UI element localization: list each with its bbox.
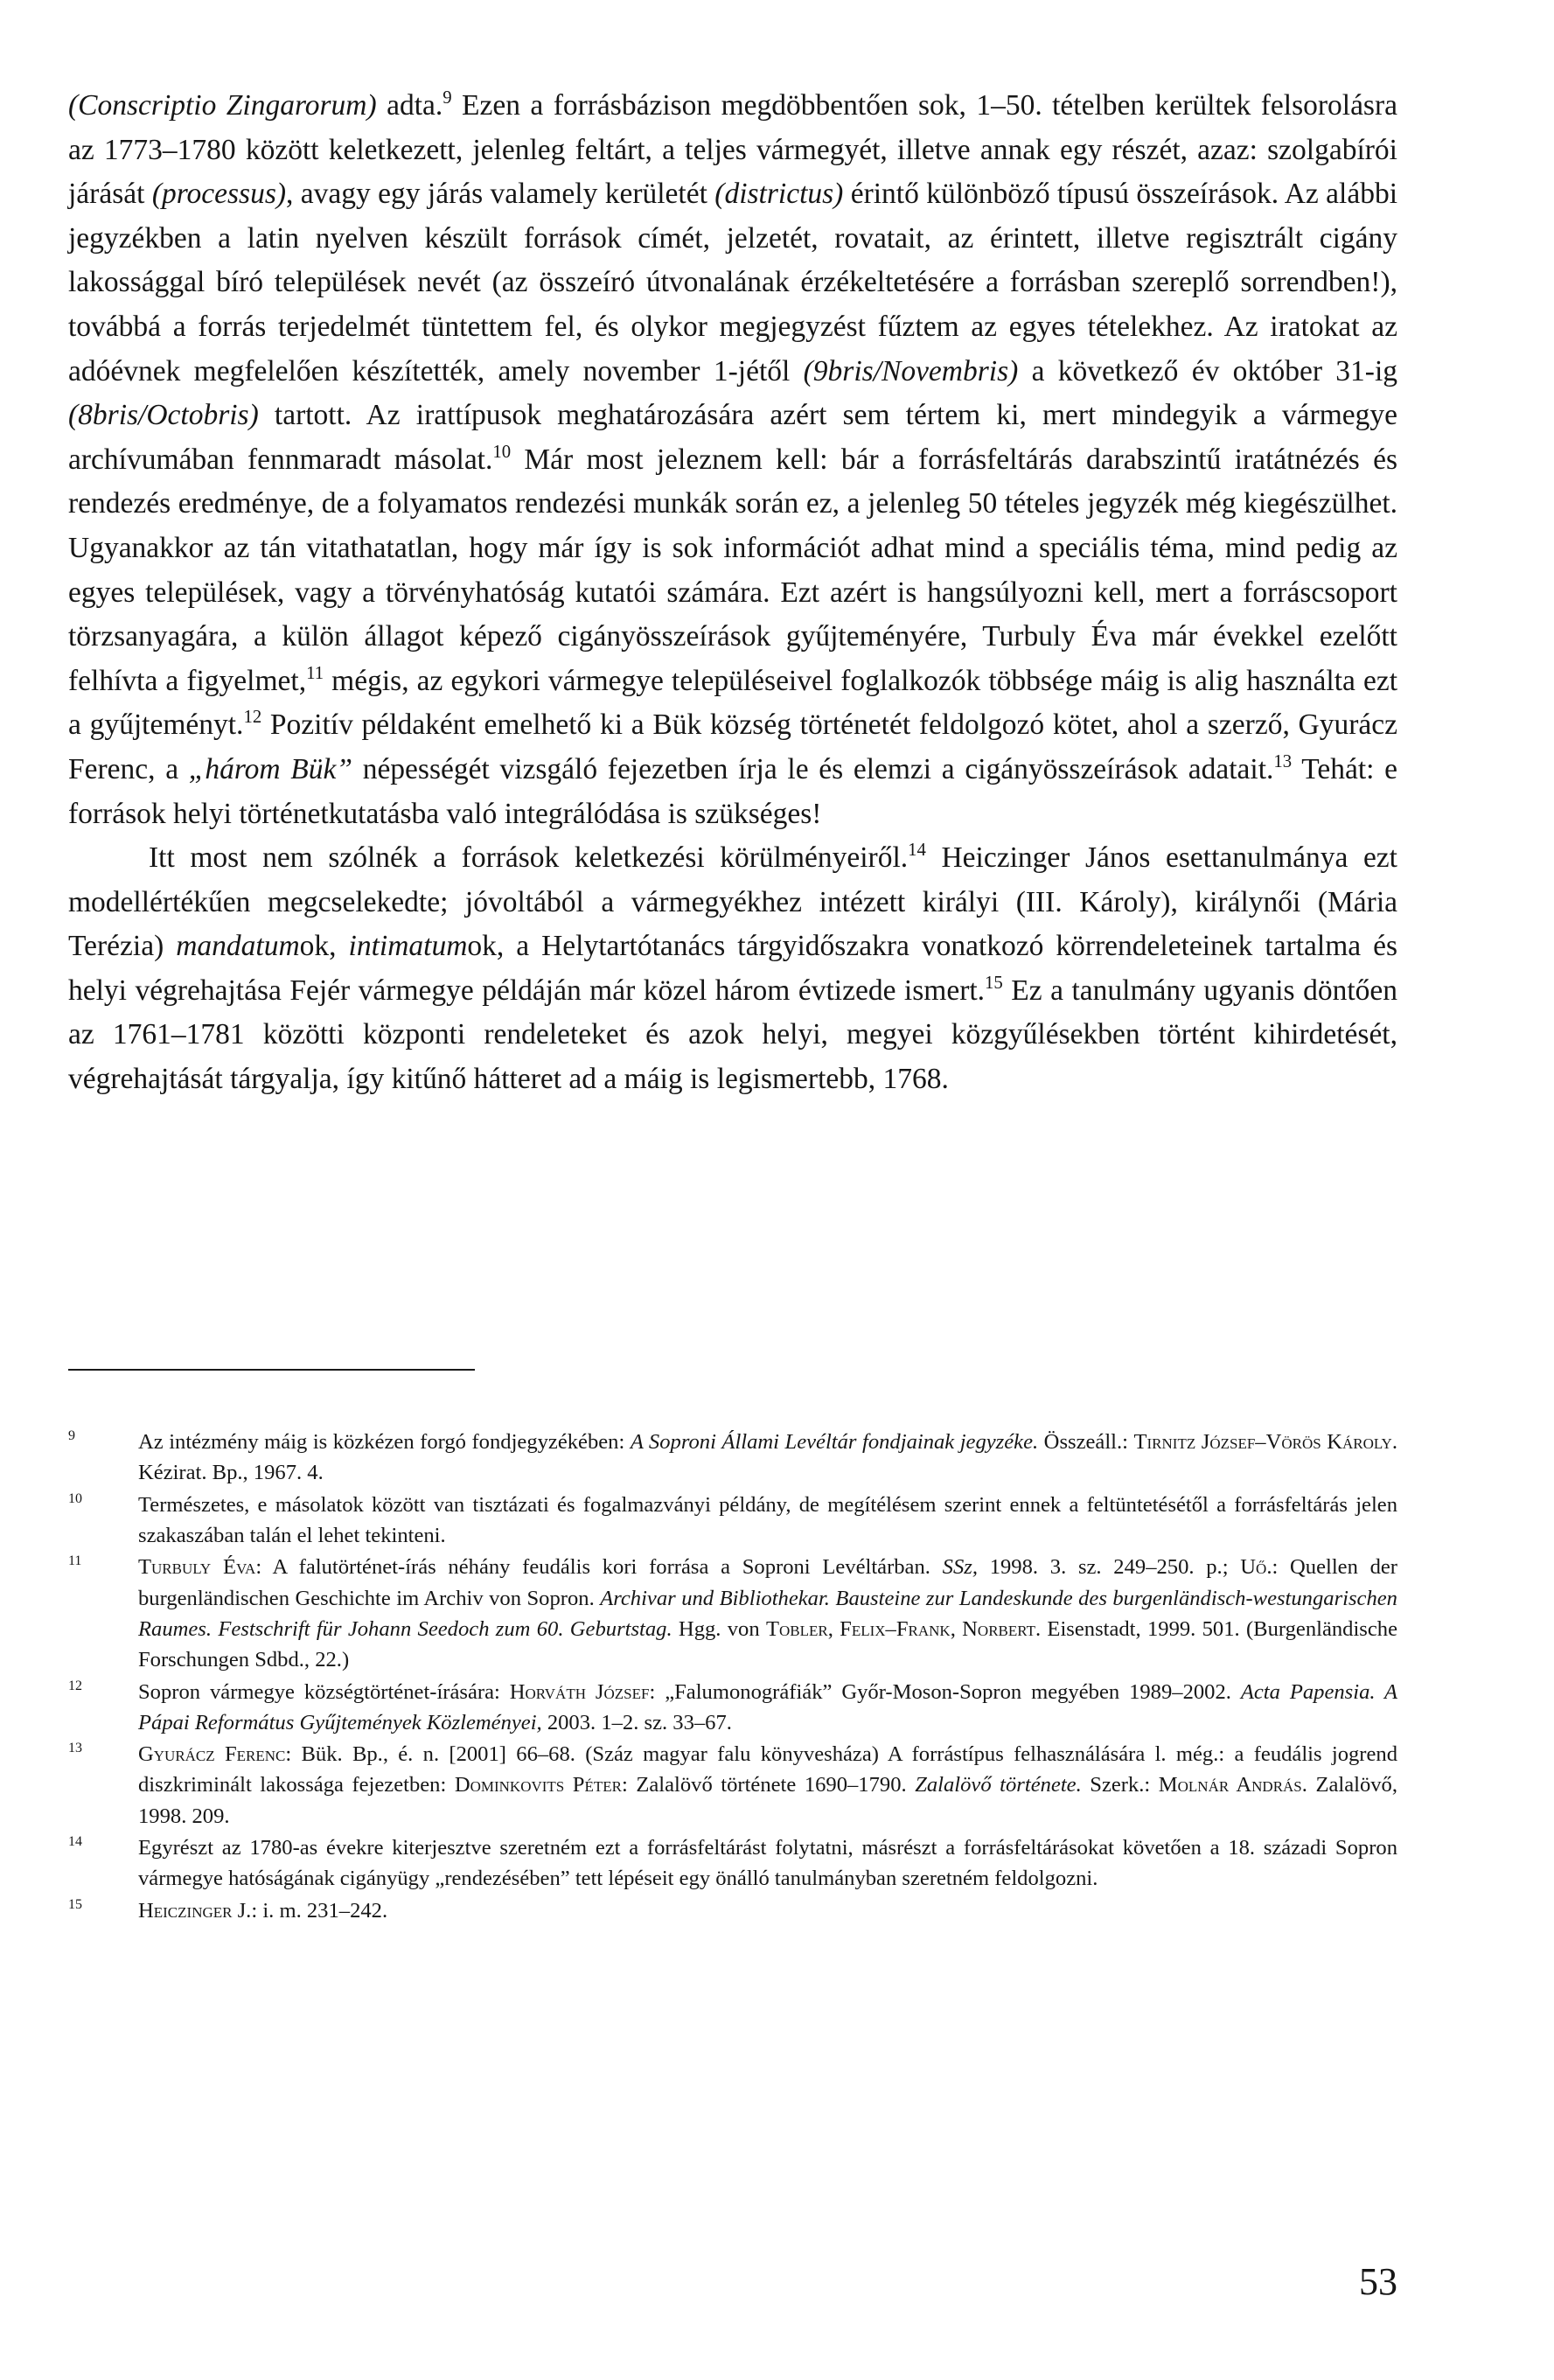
text-run: Az intézmény máig is közkézen forgó fondjegyzékében: [138,1430,631,1454]
latin-term: (8bris/Octobris) [68,399,259,432]
page-number: 53 [1359,2260,1397,2303]
text-run: . Eisenstadt, 1999. 501. (Burgenländische Forschungen Sdbd., 22.) [138,1616,1397,1672]
author-name: Turbuly Éva [138,1555,256,1580]
quoted-title: „három Bük” [188,752,353,785]
latin-term: mandatum [176,930,300,963]
cited-title: SSz, [942,1555,978,1580]
author-name: Dominkovits Péter [454,1773,622,1797]
text-run: a következő év október 31-ig [1018,354,1398,387]
text-run: .: Quellen der burgenländischen Geschichte im Archiv von Sopron. [138,1555,1397,1610]
footnote-number: 14 [68,1834,82,1850]
author-name: Gyurácz Ferenc [138,1742,286,1767]
text-run: : Zalalövő története 1690–1790. [621,1773,916,1797]
footnote-13 [68,1739,1397,1832]
text-run: , avagy egy járás valamely kerületét [286,178,715,211]
paragraph-1 [68,84,1397,836]
footnote-ref-11[interactable]: 11 [306,662,324,683]
footnote-12 [68,1677,1397,1738]
text-run: Heiczinger János esettanulmánya ezt modellértékűen megcselekedte; jóvoltából a vármegyékhez intézett királyi (III. Károly), királynői (Mária Terézia) [68,841,1397,963]
latin-title: (Conscriptio Zingarorum) [68,89,377,122]
text-run: adta. [376,89,443,122]
text-run: érintő különböző típusú összeírások. Az alábbi jegyzékben a latin nyelven készült források címét, jelzetét, rovatait, az érintett, illetve regisztrált cigány lakossággal bíró települések nevét (az összeíró útvonalának érzékeltetésére a forrásban szereplő sorrendben!), továbbá a forrás terjedelmét tüntettem fel, és olykor megjegyzést fűztem az egyes tételekhez. Az iratokat az adóévnek megfelelően készítették, amely november 1-jétől [68,178,1397,387]
text-run: . Kézirat. Bp., 1967. 4. [138,1430,1397,1485]
latin-term: (processus) [151,178,287,211]
text-run: Hgg. von [672,1616,766,1641]
footnote-number: 15 [68,1896,82,1912]
author-name: Tobler, Felix–Frank, Norbert [765,1616,1035,1641]
footnote-11 [68,1552,1397,1675]
footnote-ref-15[interactable]: 15 [985,972,1003,993]
text-run: Egyrészt az 1780-as évekre kiterjesztve szeretném ezt a forrásfeltárást folytatni, másrészt a forrásfeltárásokat követően a 18. századi Sopron vármegye hatóságának cigányügy „rendezésében” tett lépéseit egy önálló tanulmányban szeretném feldolgozni. [138,1836,1397,1891]
author-name: Tirnitz József–Vörös Károly [1133,1430,1392,1454]
text-run: ok, a Helytartótanács tárgyidőszakra vonatkozó körrendeleteinek tartalma és helyi végrehajtása Fejér vármegye példáján már közel három évtizede ismert. [68,930,1398,1007]
footnote-number: 12 [68,1678,82,1693]
cited-title: Acta Papensia. A Pápai Református Gyűjtemények Közleményei, [138,1679,1398,1734]
main-text [68,84,1397,1102]
text-run: mégis, az egykori vármegye településeivel foglalkozók többsége máig is alig használta ezt a gyűjteményt. [68,664,1398,742]
text-run: . Zalalövő, 1998. 209. [138,1773,1398,1828]
text-run: Pozitív példaként emelhető ki a Bük község történetét feldolgozó kötet, ahol a szerző, Gyurácz Ferenc, a [68,708,1397,785]
cited-title: Zalalövő története. [915,1773,1082,1797]
footnote-number: 10 [68,1490,82,1506]
footnotes [68,1427,1397,1927]
footnote-number: 11 [68,1553,82,1569]
footnote-15 [68,1895,1397,1926]
footnote-10 [68,1490,1397,1551]
text-run: 2003. 1–2. sz. 33–67. [541,1710,732,1734]
latin-term: (districtus) [714,178,844,211]
text-run: : A falutörténet-írás néhány feudális kori forrása a Soproni Levéltárban. [255,1555,943,1580]
latin-term: intimatum [348,930,468,963]
author-name: Horváth József [509,1679,650,1704]
footnote-ref-12[interactable]: 12 [243,707,262,728]
text-run: Itt most nem szólnék a források keletkezési körülményeiről. [149,841,909,875]
footnote-number: 9 [68,1428,75,1443]
author-name: Heiczinger J. [138,1898,252,1923]
text-run: Ez a tanulmány ugyanis döntően az 1761–1781 közötti központi rendeleteket és azok helyi, megyei közgyűlésekben történt kihirdetését, végrehajtását tárgyalja, így kitűnő hátteret ad a máig is legismertebb, 1768. [68,974,1397,1096]
footnote-ref-9[interactable]: 9 [443,87,452,108]
text-run: tartott. Az irattípusok meghatározására azért sem tértem ki, mert mindegyik a vármegye archívumában fennmaradt másolat. [68,399,1397,476]
text-run: Már most jeleznem kell: bár a forrásfeltárás darabszintű iratátnézés és rendezés eredménye, de a folyamatos rendezési munkák során ez, a jelenleg 50 tételes jegyzék még kiegészülhet. Ugyanakkor az tán vitathatatlan, hogy már így is sok információt adhat mind a speciális téma, mind pedig az egyes települések, vagy a törvényhatóság kutatói számára. Ezt azért is hangsúlyozni kell, mert a forráscsoport törzsanyagára, a külön állagot képező cigányösszeírások gyűjteményére, Turbuly Éva már évekkel ezelőtt felhívta a figyelmet, [68,443,1397,697]
text-run: : i. m. 231–242. [251,1898,388,1923]
text-run: népességét vizsgáló fejezetben írja le és elemzi a cigányösszeírások adatait. [352,752,1274,785]
text-run: Összeáll.: [1038,1430,1134,1454]
cited-title: A Soproni Állami Levéltár fondjainak jegyzéke. [630,1430,1039,1454]
footnote-ref-14[interactable]: 14 [908,839,926,860]
author-name: Molnár András [1158,1773,1302,1797]
text-run: Ezen a forrásbázison megdöbbentően sok, 1–50. tételben kerültek felsorolásra az 1773–1780 között keletkezett, jelenleg feltárt, a teljes vármegyét, illetve annak egy részét, azaz: szolgabírói járását [68,89,1397,211]
footnote-ref-13[interactable]: 13 [1273,750,1293,771]
footnote-ref-10[interactable]: 10 [492,441,512,462]
paragraph-2 [68,836,1397,1102]
footnote-separator [68,1369,475,1371]
footnote-number: 13 [68,1741,82,1756]
text-run: Tehát: e források helyi történetkutatásba való integrálódása is szükséges! [68,752,1397,830]
text-run: Sopron vármegye községtörténet-írására: [138,1679,510,1704]
footnote-14 [68,1832,1397,1894]
footnote-9 [68,1427,1397,1488]
author-name: Uő [1240,1555,1267,1580]
text-run: : „Falumonográfiák” Győr-Moson-Sopron megyében 1989–2002. [649,1679,1241,1704]
text-run: Természetes, e másolatok között van tisztázati és fogalmazványi példány, de megítélésem szerint ennek a feltüntetésétől a forrásfeltárás jelen szakaszában talán el lehet tekinteni. [138,1492,1397,1547]
text-run: 1998. 3. sz. 249–250. p.; [977,1555,1241,1580]
text-run: : Bük. Bp., é. n. [2001] 66–68. (Száz magyar falu könyvesháza) A forrástípus felhasználására l. még.: a feudális jogrend diszkriminált lakossága fejezetben: [138,1742,1397,1797]
text-run: Szerk.: [1081,1773,1159,1797]
cited-title: Archivar und Bibliothekar. Bausteine zur Landeskunde des burgenländisch-westungarischen Raumes. Festschrift für Johann Seedoch zum 60. Geburtstag. [138,1586,1397,1641]
text-run: ok, [299,930,349,963]
latin-term: (9bris/Novembris) [803,354,1019,387]
